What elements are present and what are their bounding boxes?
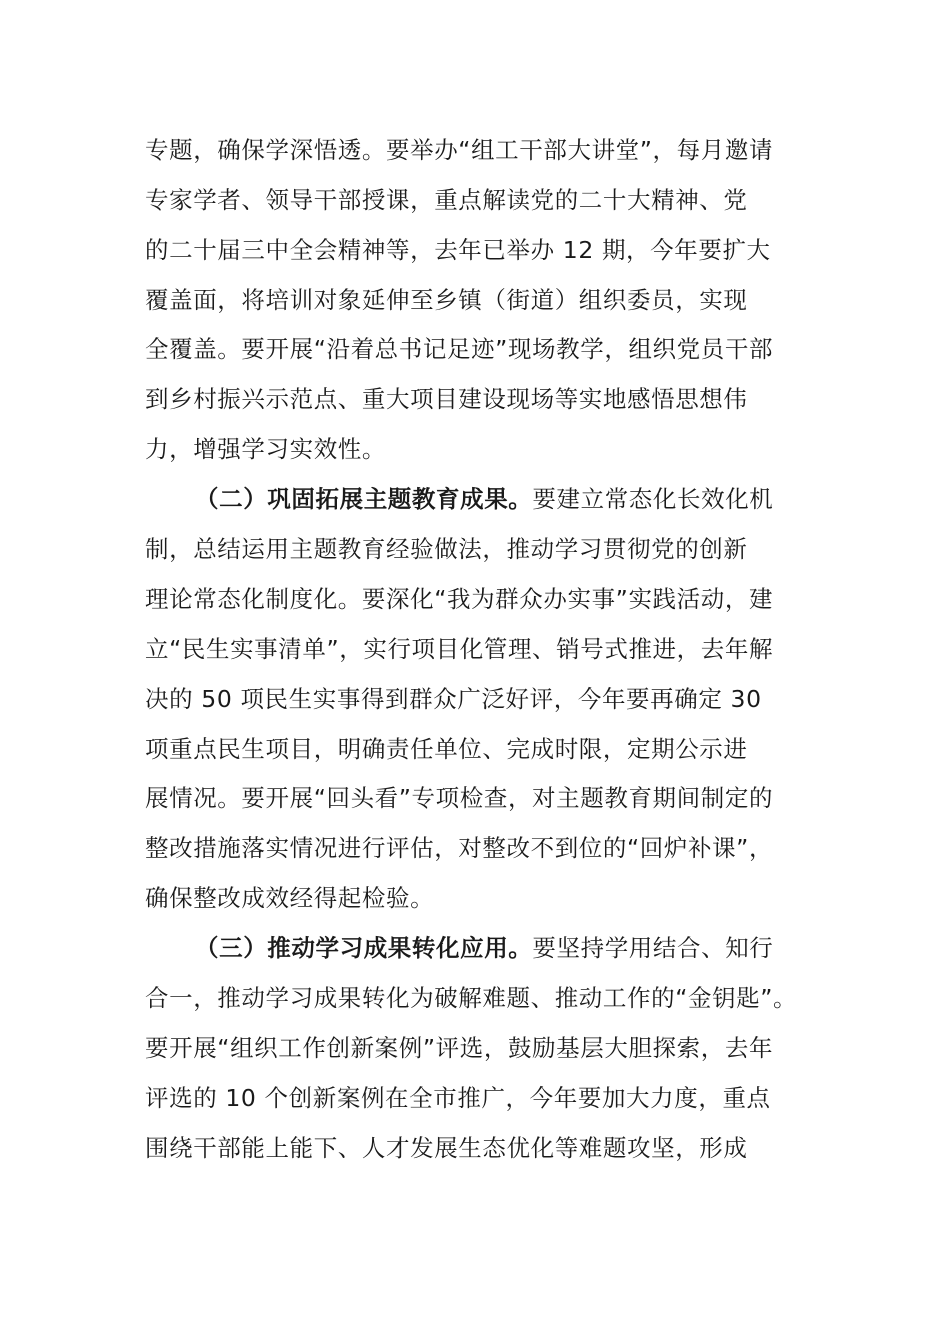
section-3-first-line [195, 928, 895, 968]
section-3-heading: （三）推动学习成果转化应用。 [195, 934, 533, 962]
text-line: 整改措施落实情况进行评估，对整改不到位的“回炉补课”， [145, 834, 774, 862]
text-line: 立“民生实事清单”，实行项目化管理、销号式推进，去年解 [145, 635, 774, 663]
text-line: 专题，确保学深悟透。要举办“组工干部大讲堂”，每月邀请 [145, 136, 774, 164]
text-line: 展情况。要开展“回头看”专项检查，对主题教育期间制定的 [145, 784, 774, 812]
section-2-heading: （二）巩固拓展主题教育成果。 [195, 485, 533, 513]
text-line: 确保整改成效经得起检验。 [145, 884, 435, 912]
section-3-first-line-text: 要坚持学用结合、知行 [532, 934, 774, 962]
text-line: 全覆盖。要开展“沿着总书记足迹”现场教学，组织党员干部 [145, 335, 774, 363]
text-line: 要开展“组织工作创新案例”评选，鼓励基层大胆探索，去年 [145, 1034, 774, 1062]
text-line: 到乡村振兴示范点、重大项目建设现场等实地感悟思想伟 [145, 385, 748, 413]
text-line: 围绕干部能上能下、人才发展生态优化等难题攻坚，形成 [145, 1134, 748, 1162]
text-line: 项重点民生项目，明确责任单位、完成时限，定期公示进 [145, 735, 748, 763]
text-line: 合一，推动学习成果转化为破解难题、推动工作的“金钥匙”。 [145, 984, 798, 1012]
text-line: 覆盖面，将培训对象延伸至乡镇（街道）组织委员，实现 [145, 286, 748, 314]
text-line: 制，总结运用主题教育经验做法，推动学习贯彻党的创新 [145, 535, 748, 563]
text-line: 决的 50 项民生实事得到群众广泛好评，今年要再确定 30 [145, 685, 762, 713]
text-line: 评选的 10 个创新案例在全市推广，今年要加大力度，重点 [145, 1084, 771, 1112]
section-2-first-line-text: 要建立常态化长效化机 [532, 485, 774, 513]
section-2-first-line [195, 479, 895, 519]
text-line: 力，增强学习实效性。 [145, 435, 386, 463]
text-line: 专家学者、领导干部授课，重点解读党的二十大精神、党 [145, 186, 748, 214]
text-line: 理论常态化制度化。要深化“我为群众办实事”实践活动，建 [145, 585, 774, 613]
text-line: 的二十届三中全会精神等，去年已举办 12 期，今年要扩大 [145, 236, 771, 264]
